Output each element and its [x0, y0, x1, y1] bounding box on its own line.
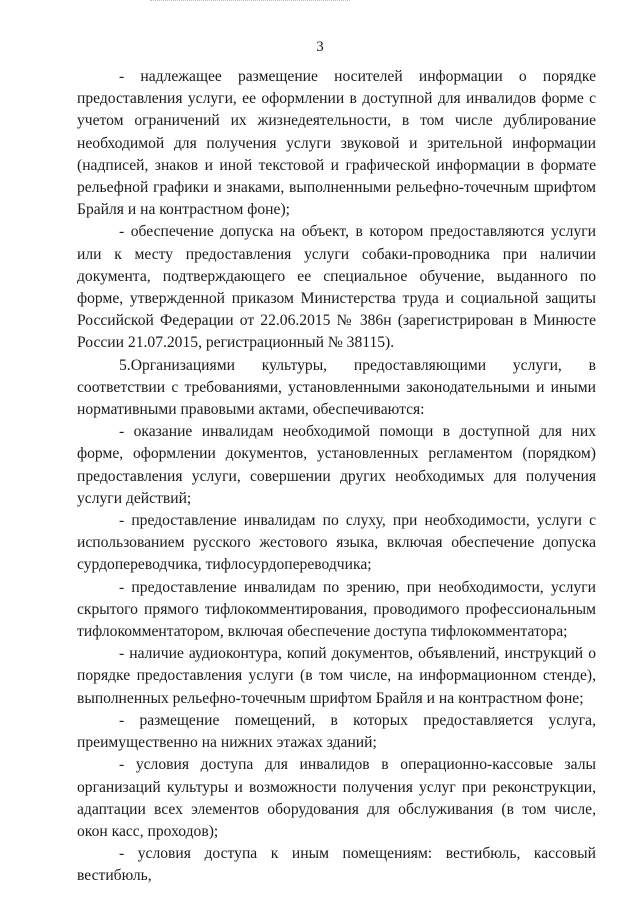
document-body — [77, 66, 596, 888]
paragraph-typhlo-commentary: - предоставление инвалидам по зрению, при необходимости, услуги скрытого прямого тифлокомментирования, проводимого профессиональным тифлокомментатором, включая обеспечение доступа тифлокомментатора; — [77, 578, 596, 641]
scan-artifact — [150, 0, 350, 4]
paragraph-section-5: 5.Организациями культуры, предоставляющими услуги, в соответствии с требованиями, установленными законодательными и иными нормативными правовыми актами, обеспечиваются: — [77, 356, 596, 419]
paragraph-cash-halls: - условия доступа для инвалидов в операционно-кассовые залы организаций культуры и возможности получения услуг при реконструкции, адаптации всех элементов оборудования для обслуживания (в том числе, окон касс, проходов); — [77, 756, 596, 840]
page-number: 3 — [316, 39, 324, 55]
paragraph-other-premises: - условия доступа к иным помещениям: вестибюль, кассовый вестибюль, — [77, 845, 596, 885]
paragraph-audio-loop: - наличие аудиоконтура, копий документов, объявлений, инструкций о порядке предоставления услуги (в том числе, на информационном стенде), выполненных рельефно-точечным шрифтом Брайля и на контрастном фоне; — [77, 645, 596, 707]
paragraph-guide-dog: - обеспечение допуска на объект, в котором предоставляются услуги или к месту предоставления услуги собаки-проводника при наличии документа, подтверждающего ее специальное обучение, выданного по форме, утвержденной приказом Министерства труда и социальной защиты Российской Федерации от 22.06.2015 № 386н (зарегистрирован в Минюсте России 21.07.2015, регистрационный № 38115). — [77, 223, 596, 352]
paragraph-lower-floors: - размещение помещений, в которых предоставляется услуга, преимущественно на нижних этажах зданий; — [77, 711, 596, 752]
paragraph-assistance: - оказание инвалидам необходимой помощи в доступной для них форме, оформлении документов, установленных регламентом (порядком) предоставления услуги, совершении других необходимых для получения услуги действий; — [77, 423, 596, 507]
paragraph-sign-language: - предоставление инвалидам по слуху, при необходимости, услуги с использованием русского жестового языка, включая обеспечение допуска сурдопереводчика, тифлосурдопереводчика; — [77, 512, 596, 574]
paragraph-signage: - надлежащее размещение носителей информации о порядке предоставления услуги, ее оформлении в доступной для инвалидов форме с учетом ограничений их жизнедеятельности, в том числе дублирование необходимой для получения услуги звуковой и зрительной информации (надписей, знаков и иной текстовой и графической информации в формате рельефной графики и знаками, выполненными рельефно-точечным шрифтом Брайля и на контрастном фоне); — [77, 68, 596, 219]
